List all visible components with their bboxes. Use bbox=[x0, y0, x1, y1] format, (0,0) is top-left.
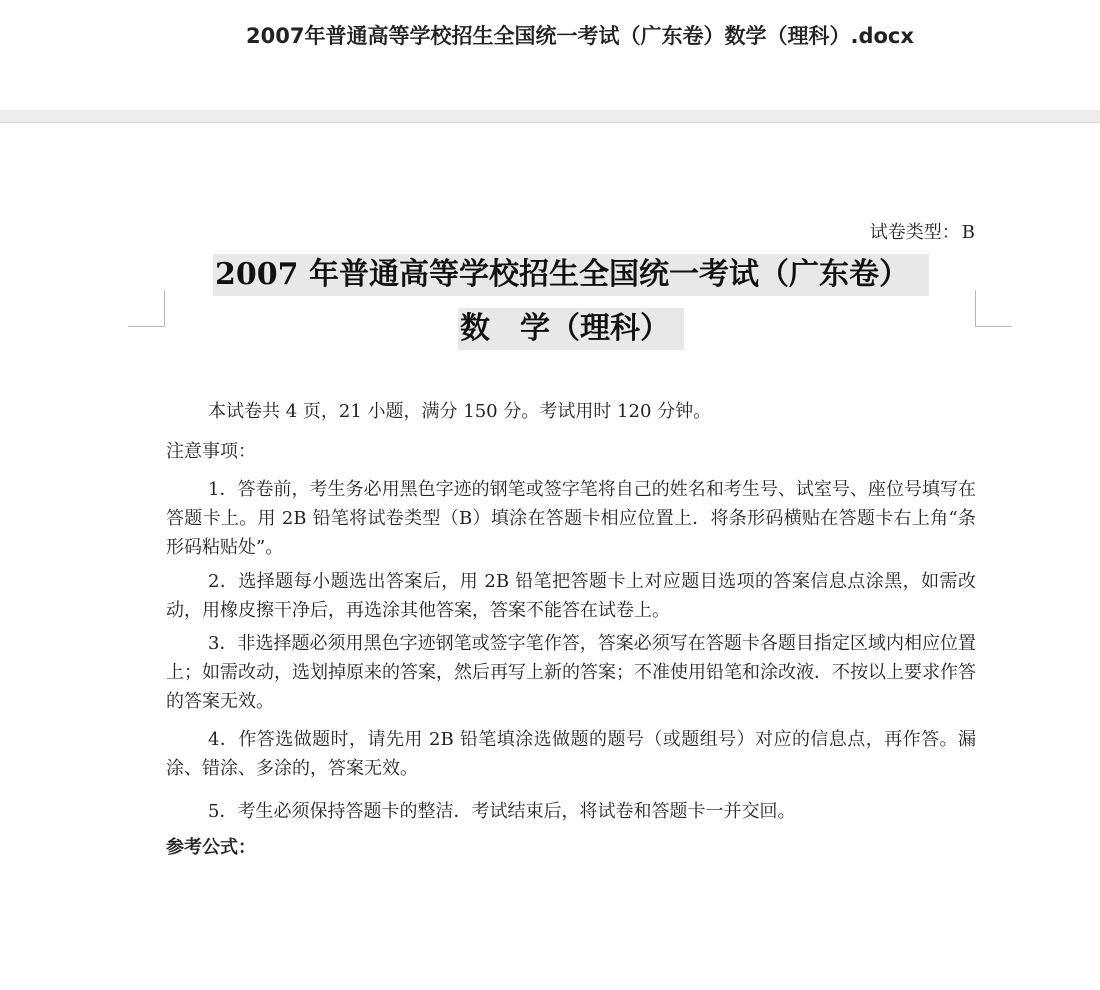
intro-paragraph: 本试卷共 4 页，21 小题，满分 150 分。考试用时 120 分钟。 bbox=[208, 401, 712, 422]
subject-part-2: 学（理科） bbox=[520, 311, 670, 346]
paper-type bbox=[870, 218, 975, 244]
document-header bbox=[0, 0, 1100, 110]
exam-title: 2007 年普通高等学校招生全国统一考试（广东卷） bbox=[213, 254, 929, 296]
notice-item-1: 1．答卷前，考生务必用黑色字迹的钢笔或签字笔将自己的姓名和考生号、试室号、座位号填写在答题卡上。用 2B 铅笔将试卷类型（B）填涂在答题卡相应位置上．将条形码横贴在答题卡右上角“条形码粘贴处”。 bbox=[166, 479, 976, 558]
notice-heading: 注意事项： bbox=[166, 441, 256, 462]
crop-mark-top-left bbox=[128, 290, 165, 327]
subject-title bbox=[458, 308, 684, 350]
notice-item-5: 5．考生必须保持答题卡的整洁．考试结束后，将试卷和答题卡一并交回。 bbox=[208, 801, 796, 822]
subject-part-1: 数 bbox=[460, 311, 490, 346]
paper-type-value: B bbox=[961, 222, 975, 243]
notice-item-2: 2．选择题每小题选出答案后，用 2B 铅笔把答题卡上对应题目选项的答案信息点涂黑，如需改动，用橡皮擦干净后，再选涂其他答案，答案不能答在试卷上。 bbox=[166, 571, 976, 621]
crop-mark-top-right bbox=[975, 290, 1012, 327]
header-divider bbox=[0, 110, 1100, 123]
paper-type-label: 试卷类型： bbox=[869, 222, 960, 243]
reference-formulas-heading: 参考公式： bbox=[166, 837, 256, 858]
notice-item-3: 3．非选择题必须用黑色字迹钢笔或签字笔作答，答案必须写在答题卡各题目指定区域内相应位置上；如需改动，选划掉原来的答案，然后再写上新的答案；不准使用铅笔和涂改液．不按以上要求作答的答案无效。 bbox=[166, 633, 976, 712]
document-title: 2007年普通高等学校招生全国统一考试（广东卷）数学（理科）.docx bbox=[246, 24, 914, 48]
notice-item-4: 4．作答选做题时，请先用 2B 铅笔填涂选做题的题号（或题组号）对应的信息点，再作答。漏涂、错涂、多涂的，答案无效。 bbox=[166, 729, 976, 779]
